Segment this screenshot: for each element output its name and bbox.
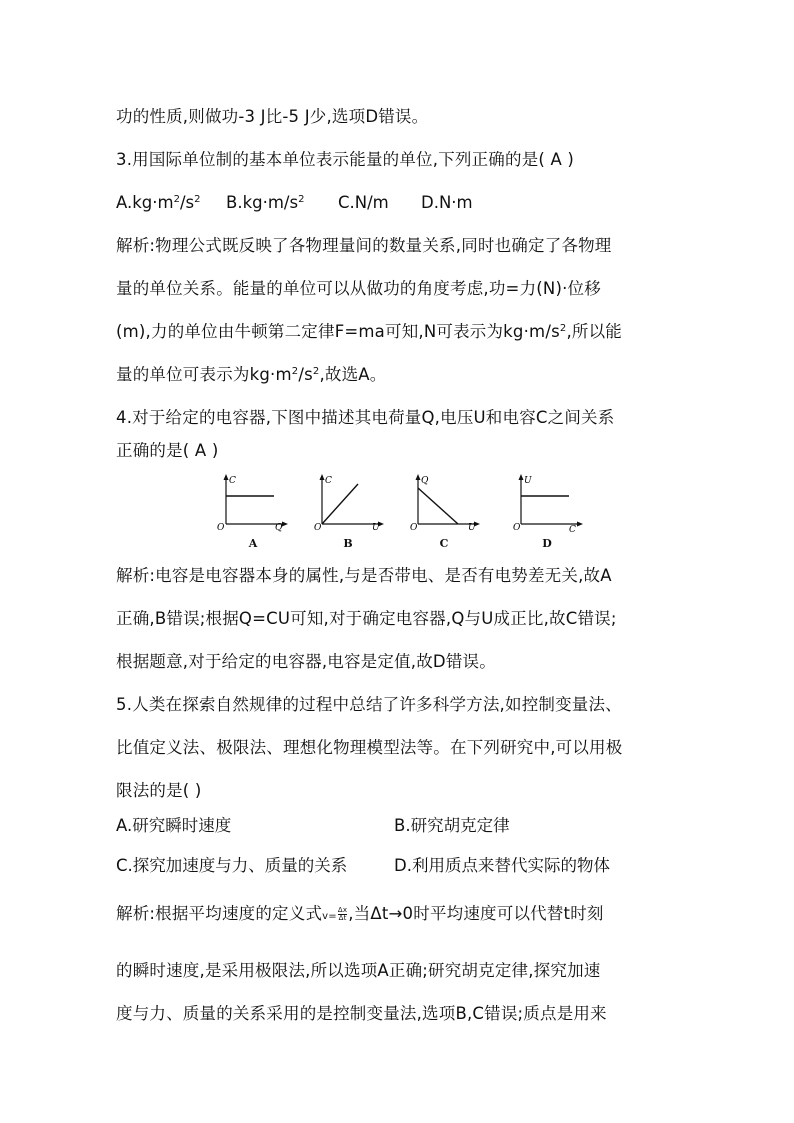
q3-option-a-text: A.kg·m <box>116 193 174 212</box>
graph-d-origin: O <box>513 523 521 532</box>
q3-option-a-mid: /s <box>179 193 195 212</box>
q4-analysis-line-3: 根据题意,对于给定的电容器,电容是定值,故D错误。 <box>116 652 496 671</box>
question-5-stem-line-1: 5.人类在探索自然规律的过程中总结了许多科学方法,如控制变量法、 <box>116 695 622 714</box>
graph-b-y-label: C <box>325 476 332 486</box>
formula-numerator: Δx <box>337 906 348 914</box>
graph-b-x-label: U <box>372 523 380 532</box>
q3-analysis-line-3 <box>116 321 622 343</box>
q3-analysis-line-4-sup2: 2 <box>312 366 320 377</box>
q3-analysis-line-4 <box>116 364 386 386</box>
graph-a-origin: O <box>217 523 225 532</box>
q3-option-b-sup: 2 <box>298 194 305 205</box>
q3-option-a-sup1: 2 <box>173 194 180 205</box>
q3-analysis-line-4-sup1: 2 <box>291 366 299 377</box>
graph-c-origin: O <box>410 523 418 532</box>
graph-b <box>314 472 394 532</box>
formula-fraction <box>338 907 347 922</box>
q5-option-c: C.探究加速度与力、质量的关系 <box>116 856 348 875</box>
graph-a <box>214 472 294 532</box>
graph-b-line <box>322 484 358 524</box>
graph-d-x-arrow-icon <box>577 522 583 527</box>
q3-analysis-line-4-tail: ,故选A。 <box>319 365 387 384</box>
q5-option-a: A.研究瞬时速度 <box>116 816 232 835</box>
text-line: 功的性质,则做功-3 J比-5 J少,选项D错误。 <box>116 107 429 126</box>
formula-denominator: Δt <box>338 914 347 922</box>
q4-analysis-line-1: 解析:电容是电容器本身的属性,与是否带电、是否有电势差无关,故A <box>116 566 612 585</box>
q3-analysis-line-1: 解析:物理公式既反映了各物理量间的数量关系,同时也确定了各物理 <box>116 236 612 255</box>
graph-a-x-label: Q <box>275 523 283 532</box>
graph-b-y-arrow-icon <box>320 474 325 480</box>
q3-analysis-line-4-text: 量的单位可表示为kg·m <box>116 365 292 384</box>
q4-analysis-line-2: 正确,B错误;根据Q=CU可知,对于确定电容器,Q与U成正比,故C错误; <box>116 609 617 628</box>
q3-analysis-line-3-text: (m),力的单位由牛顿第二定律F=ma可知,N可表示为kg·m/s <box>116 322 560 341</box>
question-4-stem-line-1: 4.对于给定的电容器,下图中描述其电荷量Q,电压U和电容C之间关系 <box>116 408 615 427</box>
q3-option-a <box>116 192 201 214</box>
q3-option-b <box>226 192 304 214</box>
graph-d-caption: D <box>542 537 552 550</box>
q3-analysis-line-2: 量的单位关系。能量的单位可以从做功的角度考虑,功=力(N)·位移 <box>116 279 601 298</box>
q3-option-a-sup2: 2 <box>194 194 201 205</box>
q3-analysis-line-3-sup: 2 <box>559 323 567 334</box>
q5-analysis-line-1 <box>116 903 604 928</box>
q5-option-d: D.利用质点来替代实际的物体 <box>394 856 610 875</box>
graph-a-caption: A <box>248 537 258 550</box>
graph-d-y-label: U <box>524 476 532 486</box>
graph-d-x-label: C <box>569 525 576 532</box>
graph-d <box>513 472 593 532</box>
graph-b-origin: O <box>314 523 322 532</box>
question-5-stem-line-2: 比值定义法、极限法、理想化物理模型法等。在下列研究中,可以用极 <box>116 738 623 757</box>
question-4-stem-line-2: 正确的是( A ) <box>116 441 219 460</box>
q5-option-b: B.研究胡克定律 <box>394 816 510 835</box>
q5-analysis-line-1-text: 解析:根据平均速度的定义式 <box>116 904 323 923</box>
graph-c-caption: C <box>439 537 449 550</box>
graph-b-caption: B <box>343 537 353 550</box>
q5-analysis-line-3: 度与力、质量的关系采用的是控制变量法,选项B,C错误;质点是用来 <box>116 1004 607 1023</box>
question-5-stem-line-3: 限法的是( ) <box>116 781 202 800</box>
q3-option-b-text: B.kg·m/s <box>226 193 299 212</box>
q3-analysis-line-4-mid: /s <box>298 365 313 384</box>
q3-analysis-line-3-tail: ,所以能 <box>566 322 622 341</box>
q3-option-c: C.N/m <box>338 193 389 212</box>
formula-lhs: v= <box>322 911 337 922</box>
graph-c-x-label: U <box>468 523 476 532</box>
graph-c <box>410 472 490 532</box>
graph-a-x-arrow-icon <box>282 522 288 527</box>
q5-analysis-line-2: 的瞬时速度,是采用极限法,所以选项A正确;研究胡克定律,探究加速 <box>116 961 601 980</box>
q3-option-d: D.N·m <box>421 193 473 212</box>
graph-c-y-label: Q <box>421 476 429 486</box>
question-3-stem: 3.用国际单位制的基本单位表示能量的单位,下列正确的是( A ) <box>116 150 575 169</box>
graph-d-y-arrow-icon <box>519 474 524 480</box>
graph-a-y-arrow-icon <box>224 474 229 480</box>
graph-a-y-label: C <box>229 476 236 486</box>
graph-c-line <box>418 488 458 524</box>
graph-c-y-arrow-icon <box>416 474 421 480</box>
q5-analysis-line-1-tail: ,当Δt→0时平均速度可以代替t时刻 <box>348 904 604 923</box>
